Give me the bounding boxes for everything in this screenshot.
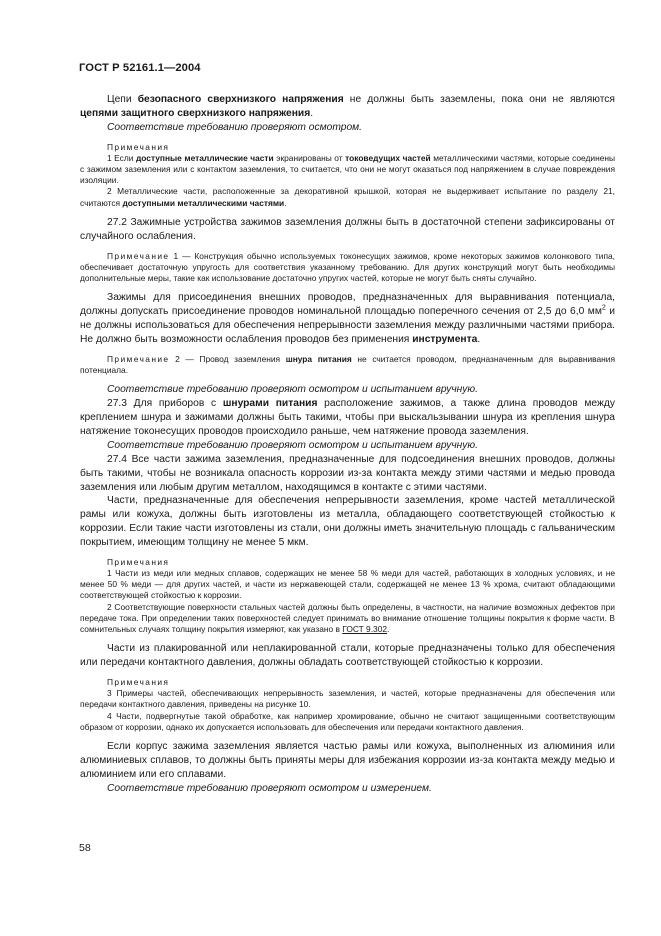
compliance-check-3: Соответствие требованию проверяют осмотром и испытанием вручную. — [107, 439, 478, 451]
term-safety-elv: безопасного сверхнизкого напряжения — [137, 94, 344, 105]
notes-heading-1: Примечания — [107, 141, 170, 152]
compliance-check-2: Соответствие требованию проверяют осмотром и испытанием вручную. — [107, 384, 478, 396]
section-27-3: 27.3 Для приборов с шнурами питания расположение зажимов, а также длина проводов между креплением шнура и зажимами должны быть такими, чтобы при выскальзывании шнура из крепления шнура натяжение токонесущих проводов происходило раньше, чем натяжение провода заземления. — [80, 398, 615, 437]
note-clamps: Примечание 1 — Конструкция обычно используемых токонесущих зажимов, кроме некоторых зажимов колонкового типа, обеспечивает достаточную упругость для соответствия указанному требованию. Для других конструкций могут быть необходимы дополнительные меры, такие как использование достаточно упругих частей, которые не могут быть сняты случайно. — [80, 250, 615, 283]
note-earth-conductor: Примечание 2 — Провод заземления шнура питания не считается проводом, предназначенным для выравнивания потенциала. — [80, 353, 616, 375]
gost-9-302-reference: ГОСТ 9.302 — [342, 624, 388, 635]
note-1: 1 Если доступные металлические части экранированы от токоведущих частей металлическими частями, которые соединены с зажимом заземления или с контактом заземления, то считается, что они не могут оказаться под напряжением в случае повреждения изоляции. — [80, 152, 616, 186]
note-figure-10: 3 Примеры частей, обеспечивающих непрерывность заземления, и частей, которые предназначены для обеспечения или передачи контактного давления, приведены на рисунке 10. — [80, 688, 615, 710]
term-pelv-circuits: цепями защитного сверхнизкого напряжения — [80, 107, 311, 119]
compliance-check-1: Соответствие требованию проверяют осмотром. — [107, 121, 363, 133]
standard-header: ГОСТ Р 52161.1—2004 — [79, 62, 201, 74]
paragraph-earthing-parts: Части, предназначенные для обеспечения непрерывности заземления, кроме частей металлической рамы или кожуха, должны быть изготовлены из металла, обладающего соответствующей стойкостью к коррозии. Если такие части изготовлены из стали, они должны иметь значительную площадь с гальваническим покрытием, имеющим толщину не менее 5 мкм. — [80, 495, 615, 549]
note-steel-surfaces: 2 Соответствующие поверхности стальных частей должны быть определены, в частности, на наличие возможных дефектов при передаче тока. При определении таких поверхностей следует принимать во внимание отношение толщины покрытия к форме части. В сомнительных случаях толщину покрытия измеряют, как указано в ГОСТ 9.302. — [80, 601, 615, 635]
section-27-4: 27.4 Все части зажима заземления, предназначенные для подсоединения внешних проводов, должны быть такими, чтобы не возникала опасность коррозии из-за контакта между этими частями и медью провода заземления или любым другим металлом, находящимся в контакте с этими частями. — [80, 453, 615, 493]
note-copper-alloys: 1 Части из меди или медных сплавов, содержащих не менее 58 % меди для частей, работающих в холодных условиях, и не менее 50 % меди — для других частей, и части из нержавеющей стали, содержащей не менее 13 % хрома, считают обладающими соответствующей стойкостью к коррозии. — [80, 568, 615, 601]
term-supply-cords: шнурами питания — [222, 398, 318, 410]
page-content — [80, 93, 615, 796]
note-2: 2 Металлические части, расположенные за декоративной крышкой, которая не выдерживает испытание по разделу 21, считаются доступными металлическими частями. — [80, 186, 615, 208]
notes-heading-2: Примечания — [107, 557, 170, 568]
paragraph-plated-steel: Части из плакированной или неплакированной стали, которые предназначены только для обеспечения или передачи контактного давления, должны обладать соответствующей стойкостью к коррозии. — [80, 643, 615, 669]
notes-heading-3: Примечания — [107, 677, 170, 688]
compliance-check-4: Соответствие требованию проверяют осмотром и измерением. — [107, 782, 432, 794]
note-chromium: 4 Части, подвергнутые такой обработке, как например хромирование, обычно не считают защищенными соответствующим образом от коррозии, однако их допускается использовать для обеспечения или передачи контактного давления. — [80, 710, 615, 732]
section-27-2: 27.2 Зажимные устройства зажимов заземления должны быть в достаточной степени зафиксированы от случайного ослабления. — [80, 216, 615, 242]
paragraph-aluminium-body: Если корпус зажима заземления является частью рамы или кожуха, выполненных из алюминия или алюминиевых сплавов, то должны быть приняты меры для избежания коррозии из-за контакта между медью и алюминием или его сплавами. — [80, 740, 615, 780]
term-tool: инструмента — [412, 333, 478, 345]
page-number: 58 — [79, 842, 91, 854]
paragraph-selv: Цепи безопасного сверхнизкого напряжения не должны быть заземлены, пока они не являются цепями защитного сверхнизкого напряжения. — [80, 94, 615, 119]
paragraph-equipotential-terminals: Зажимы для присоединения внешних проводов, предназначенных для выравнивания потенциала, должны допускать присоединение проводов номинальной площадью поперечного сечения от 2,5 до 6,0 $мм^2$ и не должны использоваться для обеспечения непрерывности заземления между различными частями прибора. Не должно быть возможности ослабления проводов без применения инструмента. — [80, 292, 615, 345]
